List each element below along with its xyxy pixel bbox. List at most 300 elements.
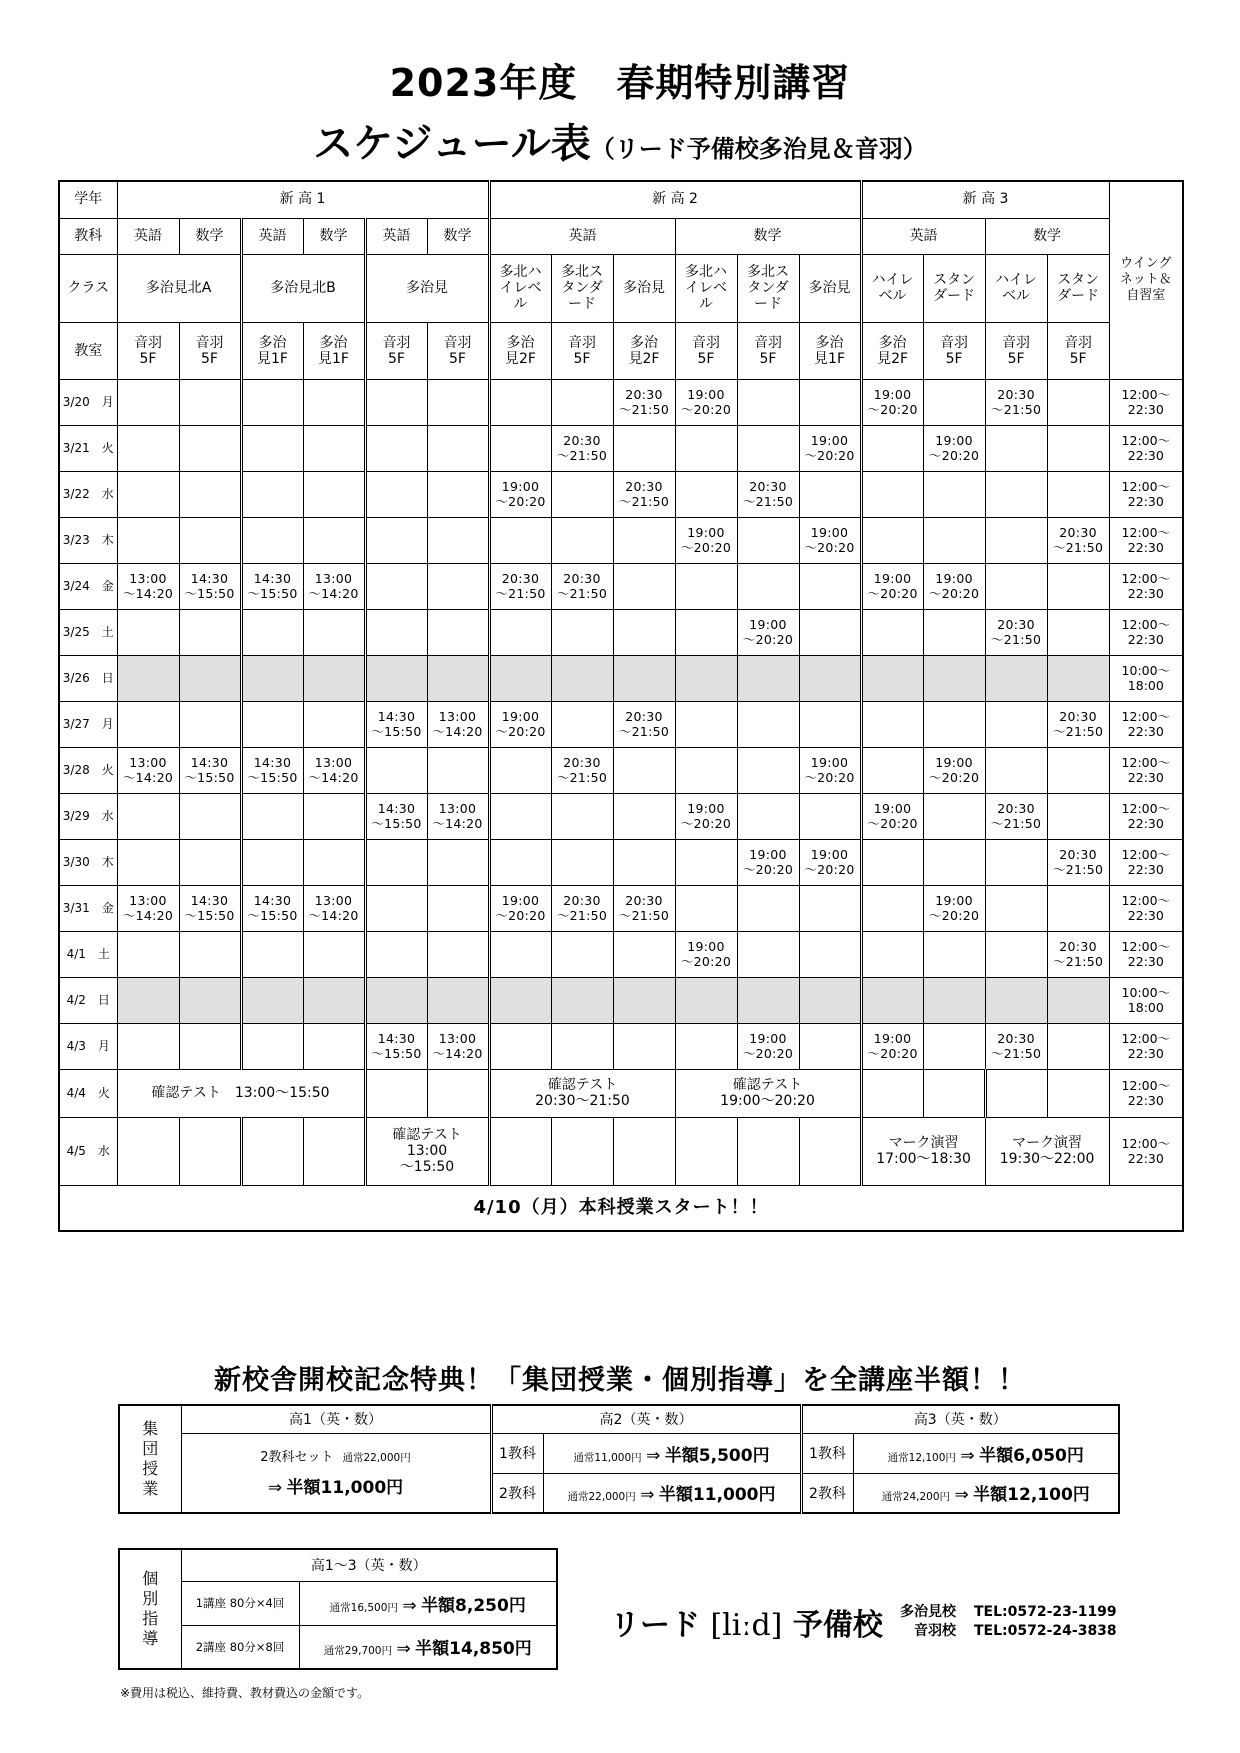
g3-row-label: 1教科 [801, 1433, 853, 1473]
subtitle-sub: （リード予備校多治見＆音羽） [590, 135, 927, 163]
schedule-cell [923, 471, 985, 517]
schedule-cell [179, 701, 241, 747]
page-subtitle [0, 112, 1240, 169]
schedule-cell: 19:00 ～20:20 [861, 1023, 923, 1069]
individual-regular-price: 通常29,700円 [323, 1645, 392, 1658]
class-header: 多治見 [365, 254, 489, 322]
schedule-cell [551, 609, 613, 655]
schedule-cell [365, 609, 427, 655]
schedule-cell: 13:00 ～14:20 [427, 793, 489, 839]
grade-2-header: 新 高 2 [489, 181, 861, 218]
wing-cell: 12:00～ 22:30 [1109, 563, 1183, 609]
contact-block [900, 1603, 1117, 1641]
schedule-cell: 19:00 ～20:20 [489, 471, 551, 517]
schedule-cell [675, 471, 737, 517]
logo-ipa: [liːd] [710, 1608, 783, 1643]
schedule-cell [117, 609, 179, 655]
schedule-cell [303, 1023, 365, 1069]
schedule-cell [737, 793, 799, 839]
wing-cell: 12:00～ 22:30 [1109, 931, 1183, 977]
schedule-cell [923, 701, 985, 747]
schedule-cell: 20:30 ～21:50 [551, 747, 613, 793]
schedule-table [58, 180, 1184, 1232]
schedule-cell [923, 1023, 985, 1069]
individual-row-label: 1講座 80分×4回 [181, 1581, 299, 1625]
room-header: 音羽5F [117, 322, 179, 379]
schedule-cell [1047, 1069, 1109, 1117]
grade-header-label: 学年 [59, 181, 117, 218]
schedule-cell: 19:00 ～20:20 [737, 839, 799, 885]
date-cell: 3/21 火 [59, 425, 117, 471]
schedule-cell [1047, 563, 1109, 609]
schedule-cell [551, 379, 613, 425]
schedule-cell: 19:00 ～20:20 [861, 563, 923, 609]
schedule-cell [861, 1069, 923, 1117]
schedule-cell [489, 793, 551, 839]
schedule-cell [303, 931, 365, 977]
schedule-cell [737, 379, 799, 425]
schedule-cell [675, 655, 737, 701]
schedule-cell [179, 609, 241, 655]
individual-label-text: 個 別 指 導 [142, 1569, 159, 1648]
schedule-cell [737, 1117, 799, 1185]
schedule-cell: 19:00 ～20:20 [923, 885, 985, 931]
schedule-cell: 20:30 ～21:50 [985, 793, 1047, 839]
schedule-cell [799, 931, 861, 977]
schedule-cell: 14:30 ～15:50 [241, 563, 303, 609]
wing-cell: 12:00～ 22:30 [1109, 701, 1183, 747]
schedule-cell [985, 977, 1047, 1023]
schedule-cell [117, 1023, 179, 1069]
schedule-cell [985, 655, 1047, 701]
schedule-cell [737, 655, 799, 701]
g3-half-price: 半額12,100円 [973, 1485, 1090, 1506]
schedule-cell: 19:00 ～20:20 [675, 517, 737, 563]
schedule-cell: 13:00 ～14:20 [427, 1023, 489, 1069]
date-cell: 3/29 水 [59, 793, 117, 839]
date-cell: 4/4 火 [59, 1069, 117, 1117]
schedule-cell [799, 701, 861, 747]
wing-cell: 12:00～ 22:30 [1109, 379, 1183, 425]
schedule-cell [241, 839, 303, 885]
schedule-cell [675, 977, 737, 1023]
g2-regular-price: 通常22,000円 [567, 1491, 636, 1504]
promo-banner: 新校舎開校記念特典！「集団授業・個別指導」を全講座半額！！ [214, 1365, 1026, 1396]
room-header: 多治見2F [613, 322, 675, 379]
schedule-cell [179, 655, 241, 701]
schedule-cell [613, 609, 675, 655]
g1-price-cell [181, 1433, 491, 1513]
schedule-cell [985, 839, 1047, 885]
room-header: 多治見2F [489, 322, 551, 379]
g3-row-label: 2教科 [801, 1473, 853, 1513]
room-header: 音羽5F [675, 322, 737, 379]
schedule-cell: 20:30 ～21:50 [737, 471, 799, 517]
schedule-cell [365, 517, 427, 563]
schedule-cell [365, 655, 427, 701]
g2-half-price: 半額11,000円 [658, 1485, 776, 1506]
g1-set-label: 2教科セット [260, 1449, 334, 1465]
schedule-cell [489, 425, 551, 471]
schedule-cell [303, 793, 365, 839]
schedule-cell: 20:30 ～21:50 [613, 701, 675, 747]
grade-1-header: 新 高 1 [117, 181, 489, 218]
schedule-cell [861, 885, 923, 931]
schedule-cell [675, 1117, 737, 1185]
mark-practice-cell: マーク演習 17:00～18:30 [861, 1117, 985, 1185]
schedule-cell [613, 425, 675, 471]
schedule-cell [613, 1117, 675, 1185]
subject-header: 英語 [241, 218, 303, 254]
class-header: 多北スタンダード [551, 254, 613, 322]
class-header: 多治見北A [117, 254, 241, 322]
g1-half-price: 半額11,000円 [286, 1477, 404, 1498]
schedule-cell [799, 563, 861, 609]
schedule-cell: 20:30 ～21:50 [551, 425, 613, 471]
schedule-cell [303, 609, 365, 655]
arrow-icon: ⇒ [396, 1639, 411, 1660]
date-cell: 3/20 月 [59, 379, 117, 425]
schedule-cell: 20:30 ～21:50 [1047, 931, 1109, 977]
schedule-cell [1047, 655, 1109, 701]
schedule-cell [427, 655, 489, 701]
date-cell: 3/31 金 [59, 885, 117, 931]
schedule-cell [613, 655, 675, 701]
schedule-cell: 19:00 ～20:20 [799, 839, 861, 885]
schedule-cell [923, 793, 985, 839]
schedule-cell [675, 563, 737, 609]
subject-header-label: 教科 [59, 218, 117, 254]
schedule-cell [675, 839, 737, 885]
schedule-cell [1047, 1023, 1109, 1069]
schedule-cell [117, 379, 179, 425]
schedule-cell: 14:30 ～15:50 [179, 747, 241, 793]
schedule-cell [613, 517, 675, 563]
schedule-cell [365, 563, 427, 609]
schedule-cell [179, 425, 241, 471]
schedule-cell [799, 1117, 861, 1185]
schedule-cell [117, 471, 179, 517]
test-cell: 確認テスト 13:00～15:50 [117, 1069, 365, 1117]
schedule-cell: 19:00 ～20:20 [737, 609, 799, 655]
schedule-cell: 19:00 ～20:20 [799, 425, 861, 471]
schedule-cell [737, 701, 799, 747]
schedule-cell [737, 885, 799, 931]
schedule-cell [799, 609, 861, 655]
schedule-cell [799, 379, 861, 425]
schedule-cell [551, 655, 613, 701]
school-logo [610, 1600, 883, 1644]
g3-regular-price: 通常12,100円 [887, 1451, 956, 1464]
schedule-cell [303, 701, 365, 747]
subtitle-main: スケジュール表 [313, 121, 591, 167]
date-cell: 3/28 火 [59, 747, 117, 793]
schedule-cell [241, 609, 303, 655]
logo-right: 予備校 [792, 1608, 883, 1643]
individual-price-table [118, 1548, 558, 1670]
schedule-cell: 13:00 ～14:20 [303, 885, 365, 931]
schedule-cell [861, 517, 923, 563]
schedule-cell [489, 517, 551, 563]
schedule-cell [675, 701, 737, 747]
schedule-cell [923, 609, 985, 655]
room-header: 音羽5F [985, 322, 1047, 379]
schedule-cell [365, 977, 427, 1023]
school-name: 多治見校 [900, 1604, 956, 1620]
schedule-cell [613, 839, 675, 885]
schedule-cell [241, 977, 303, 1023]
schedule-cell [985, 425, 1047, 471]
schedule-cell [303, 977, 365, 1023]
schedule-cell [489, 839, 551, 885]
arrow-icon: ⇒ [402, 1595, 417, 1616]
class-header: スタンダード [923, 254, 985, 322]
schedule-cell [117, 517, 179, 563]
group-price-table [118, 1404, 1120, 1514]
schedule-cell: 19:00 ～20:20 [923, 563, 985, 609]
schedule-cell [737, 517, 799, 563]
schedule-cell: 13:00 ～14:20 [427, 701, 489, 747]
schedule-cell: 19:00 ～20:20 [489, 701, 551, 747]
schedule-cell: 14:30 ～15:50 [365, 701, 427, 747]
schedule-cell [923, 517, 985, 563]
schedule-cell [427, 563, 489, 609]
arrow-icon: ⇒ [640, 1485, 655, 1506]
schedule-cell [179, 931, 241, 977]
date-cell: 4/2 日 [59, 977, 117, 1023]
schedule-cell [303, 1117, 365, 1185]
class-header: スタンダード [1047, 254, 1109, 322]
date-cell: 3/22 水 [59, 471, 117, 517]
subject-header: 数学 [675, 218, 861, 254]
schedule-cell [613, 793, 675, 839]
wing-cell: 10:00～ 18:00 [1109, 655, 1183, 701]
group-label-text: 集 団 授 業 [142, 1419, 159, 1498]
schedule-cell [117, 977, 179, 1023]
subject-header: 数学 [985, 218, 1109, 254]
schedule-cell: 20:30 ～21:50 [613, 471, 675, 517]
schedule-cell [117, 701, 179, 747]
schedule-cell [923, 1069, 985, 1117]
schedule-cell [365, 379, 427, 425]
test-cell: 確認テスト 13:00 ～15:50 [365, 1117, 489, 1185]
g2-regular-price: 通常11,000円 [573, 1451, 642, 1464]
schedule-cell: 20:30 ～21:50 [551, 885, 613, 931]
g2-row-label: 2教科 [491, 1473, 543, 1513]
individual-price-cell [299, 1581, 557, 1625]
schedule-cell [551, 931, 613, 977]
contact-row [900, 1603, 1117, 1622]
schedule-cell [365, 931, 427, 977]
room-header: 音羽5F [551, 322, 613, 379]
arrow-icon: ⇒ [646, 1445, 661, 1466]
wing-cell: 12:00～ 22:30 [1109, 425, 1183, 471]
schedule-cell [737, 977, 799, 1023]
class-header: 多治見 [613, 254, 675, 322]
schedule-cell [737, 931, 799, 977]
schedule-cell [923, 839, 985, 885]
subject-header: 英語 [489, 218, 675, 254]
date-cell: 4/1 土 [59, 931, 117, 977]
schedule-cell [799, 655, 861, 701]
schedule-cell [427, 609, 489, 655]
schedule-cell [117, 425, 179, 471]
g3-price-cell [853, 1473, 1119, 1513]
schedule-cell [303, 425, 365, 471]
schedule-cell [923, 655, 985, 701]
class-header: ハイレベル [985, 254, 1047, 322]
schedule-cell [551, 517, 613, 563]
schedule-cell: 13:00 ～14:20 [117, 563, 179, 609]
grade-3-header: 新 高 3 [861, 181, 1109, 218]
schedule-cell [737, 747, 799, 793]
class-header: ハイレベル [861, 254, 923, 322]
schedule-cell [427, 839, 489, 885]
schedule-cell [551, 701, 613, 747]
schedule-cell [613, 747, 675, 793]
wing-cell: 12:00～ 22:30 [1109, 885, 1183, 931]
schedule-cell [427, 747, 489, 793]
schedule-cell [427, 517, 489, 563]
schedule-cell [117, 1117, 179, 1185]
date-cell: 3/24 金 [59, 563, 117, 609]
wing-cell: 12:00～ 22:30 [1109, 609, 1183, 655]
room-header: 音羽5F [923, 322, 985, 379]
wing-cell: 12:00～ 22:30 [1109, 471, 1183, 517]
schedule-cell [179, 471, 241, 517]
schedule-cell [179, 379, 241, 425]
schedule-cell [861, 839, 923, 885]
schedule-cell [241, 931, 303, 977]
g2-price-cell [543, 1473, 801, 1513]
g3-price-cell [853, 1433, 1119, 1473]
schedule-cell [613, 563, 675, 609]
schedule-cell [179, 1117, 241, 1185]
date-cell: 4/5 水 [59, 1117, 117, 1185]
subject-header: 数学 [427, 218, 489, 254]
wing-cell: 12:00～ 22:30 [1109, 1117, 1183, 1185]
schedule-cell [427, 885, 489, 931]
date-cell: 3/26 日 [59, 655, 117, 701]
schedule-cell [1047, 379, 1109, 425]
test-cell: 確認テスト 20:30～21:50 [489, 1069, 675, 1117]
schedule-cell [117, 839, 179, 885]
class-header: 多北スタンダード [737, 254, 799, 322]
schedule-cell [489, 655, 551, 701]
schedule-cell [675, 885, 737, 931]
schedule-cell [923, 379, 985, 425]
room-header: 音羽5F [179, 322, 241, 379]
schedule-cell [365, 1069, 427, 1117]
room-header: 音羽5F [1047, 322, 1109, 379]
schedule-cell [303, 517, 365, 563]
room-header: 多治見2F [861, 322, 923, 379]
schedule-cell [985, 931, 1047, 977]
schedule-cell: 19:00 ～20:20 [923, 425, 985, 471]
school-tel: TEL:0572-23-1199 [974, 1604, 1117, 1620]
class-header: 多北ハイレベル [489, 254, 551, 322]
schedule-cell: 19:00 ～20:20 [799, 517, 861, 563]
schedule-cell: 19:00 ～20:20 [675, 793, 737, 839]
schedule-cell [799, 1023, 861, 1069]
schedule-cell [613, 1023, 675, 1069]
schedule-cell [117, 931, 179, 977]
room-header: 音羽5F [737, 322, 799, 379]
schedule-cell: 20:30 ～21:50 [613, 885, 675, 931]
schedule-cell [1047, 747, 1109, 793]
schedule-cell [985, 517, 1047, 563]
schedule-cell [365, 425, 427, 471]
schedule-cell [241, 517, 303, 563]
wing-cell: 12:00～ 22:30 [1109, 517, 1183, 563]
subject-header: 英語 [117, 218, 179, 254]
arrow-icon: ⇒ [267, 1477, 283, 1498]
date-cell: 3/27 月 [59, 701, 117, 747]
schedule-cell [675, 609, 737, 655]
subject-header: 数学 [179, 218, 241, 254]
class-header: 多治見北B [241, 254, 365, 322]
wing-cell: 12:00～ 22:30 [1109, 793, 1183, 839]
schedule-cell [427, 425, 489, 471]
schedule-cell [365, 839, 427, 885]
schedule-cell [861, 977, 923, 1023]
schedule-cell [365, 885, 427, 931]
footnote: ※費用は税込、維持費、教材費込の金額です。 [120, 1686, 370, 1700]
schedule-cell: 13:00 ～14:20 [303, 747, 365, 793]
schedule-cell: 14:30 ～15:50 [179, 885, 241, 931]
schedule-cell [241, 379, 303, 425]
g1-head: 高1（英・数） [181, 1405, 491, 1433]
subject-header: 英語 [365, 218, 427, 254]
date-cell: 4/3 月 [59, 1023, 117, 1069]
schedule-cell [303, 471, 365, 517]
wing-header: ウイングネット＆自習室 [1109, 181, 1183, 379]
schedule-cell: 19:00 ～20:20 [675, 931, 737, 977]
schedule-cell [179, 793, 241, 839]
schedule-cell: 20:30 ～21:50 [1047, 839, 1109, 885]
schedule-cell [179, 1023, 241, 1069]
schedule-cell [489, 609, 551, 655]
schedule-cell: 20:30 ～21:50 [985, 1023, 1047, 1069]
schedule-cell [489, 1117, 551, 1185]
schedule-cell [613, 977, 675, 1023]
schedule-cell [985, 701, 1047, 747]
wing-cell: 12:00～ 22:30 [1109, 1023, 1183, 1069]
schedule-cell: 20:30 ～21:50 [1047, 701, 1109, 747]
start-notice: 4/10（月）本科授業スタート！！ [59, 1185, 1183, 1231]
g1-regular-price: 通常22,000円 [342, 1451, 411, 1464]
schedule-cell [923, 931, 985, 977]
schedule-cell [303, 379, 365, 425]
schedule-cell [179, 977, 241, 1023]
room-header: 音羽5F [365, 322, 427, 379]
schedule-cell: 13:00 ～14:20 [117, 885, 179, 931]
schedule-cell: 19:00 ～20:20 [489, 885, 551, 931]
test-cell: 確認テスト 19:00～20:20 [675, 1069, 861, 1117]
schedule-cell: 14:30 ～15:50 [241, 885, 303, 931]
arrow-icon: ⇒ [954, 1485, 969, 1506]
schedule-cell [489, 977, 551, 1023]
schedule-cell [303, 655, 365, 701]
schedule-cell [861, 701, 923, 747]
room-header: 多治見1F [241, 322, 303, 379]
schedule-cell [861, 747, 923, 793]
g2-half-price: 半額5,500円 [664, 1445, 770, 1466]
schedule-cell [1047, 793, 1109, 839]
schedule-cell: 19:00 ～20:20 [799, 747, 861, 793]
schedule-cell [985, 563, 1047, 609]
schedule-cell [303, 839, 365, 885]
